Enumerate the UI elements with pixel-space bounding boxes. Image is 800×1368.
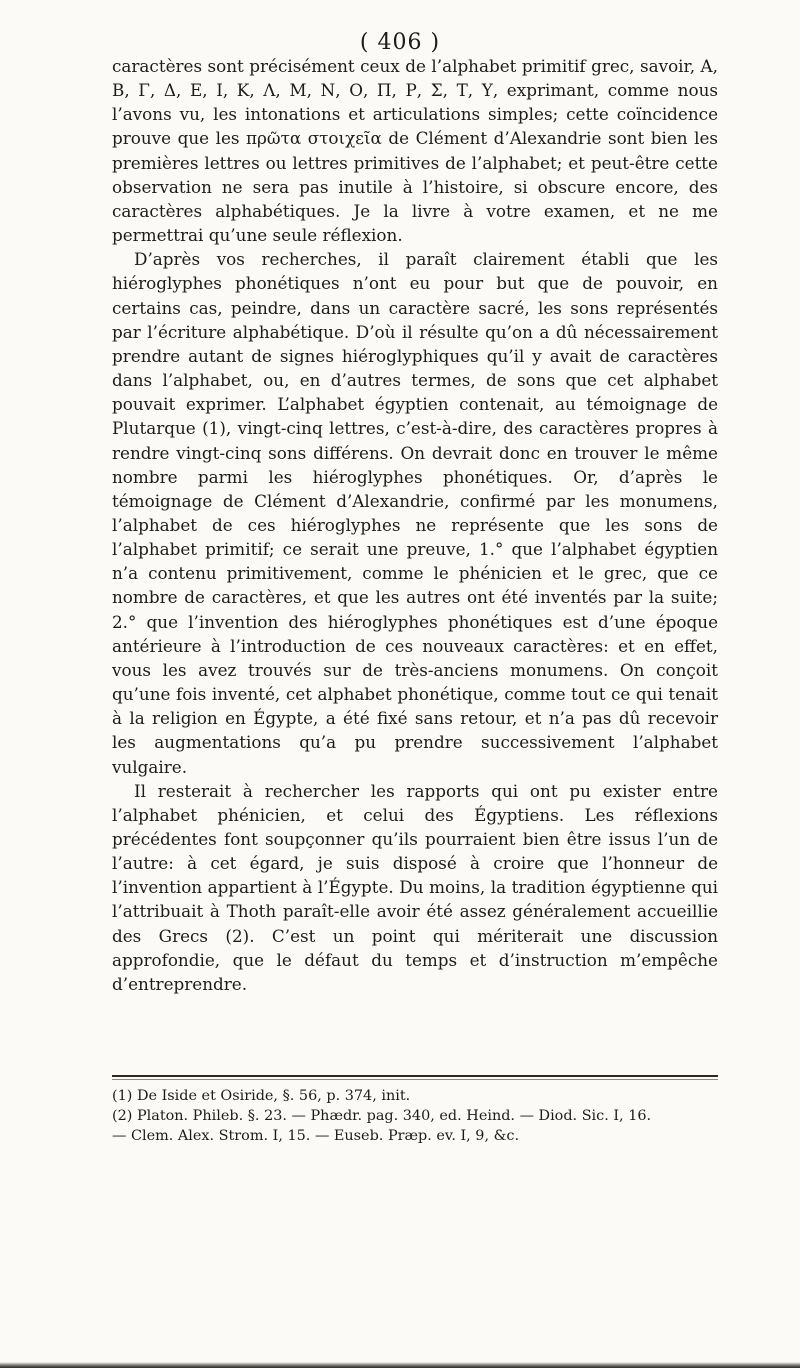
page-number: ( 406 ) [359,30,441,55]
footnote-2: (2) Platon. Phileb. §. 23. — Phædr. pag. 340, ed. Heind. — Diod. Sic. I, 16. [112,1108,652,1124]
page-bottom-edge [0,1362,800,1368]
paragraph-3: Il resterait à rechercher les rapports qui ont pu exister entre l’alphabet phénicien, et celui des Égyptiens. Les réflexions précédentes font soupçonner qu’ils pourraient bien être issus l’un de l’autre: à cet égard, je suis disposé à croire que l’honneur de l’invention appartient à l’Égypte. Du moins, la tradition égyptienne qui l’attribuait à Thoth paraît-elle avoir été assez généralement accueillie des Grecs (2). C’est un point qui mériterait une discussion approfondie, que le défaut du temps et d’instruction m’empêche d’entreprendre. [112,780,718,994]
footnotes [112,1086,718,1146]
footnote-separator [112,1075,718,1077]
body-text [112,54,718,996]
footnote-1: (1) De Iside et Osiride, §. 56, p. 374, init. [112,1088,411,1104]
footnote-2-continued: — Clem. Alex. Strom. I, 15. — Euseb. Præp. ev. I, 9, &c. [112,1128,520,1144]
paragraph-1: caractères sont précisément ceux de l’alphabet primitif grec, savoir, Α, Β, Γ, Δ, Ε, Ι, Κ, Λ, Μ, Ν, Ο, Π, Ρ, Σ, Τ, Υ, exprimant, comme nous l’avons vu, les intonations et articulations simples; cette coïncidence prouve que les πρῶτα στοιχεῖα de Clément d’Alexandrie sont bien les premières lettres ou lettres primitives de l’alphabet; et peut-être cette observation ne sera pas inutile à l’histoire, si obscure encore, des caractères alphabétiques. Je la livre à votre examen, et ne me permettrai qu’une seule réflexion. [112,56,718,246]
paragraph-2: D’après vos recherches, il paraît clairement établi que les hiéroglyphes phonétiques n’ont eu pour but que de pouvoir, en certains cas, peindre, dans un caractère sacré, les sons représentés par l’écriture alphabétique. D’où il résulte qu’on a dû nécessairement prendre autant de signes hiéroglyphiques qu’il y avait de caractères dans l’alphabet, ou, en d’autres termes, de sons que cet alphabet pouvait exprimer. L’alphabet égyptien contenait, au témoignage de Plutarque (1), vingt-cinq lettres, c’est-à-dire, des caractères propres à rendre vingt-cinq sons différens. On devrait donc en trouver le même nombre parmi les hiéroglyphes phonétiques. Or, d’après le témoignage de Clément d’Alexandrie, confirmé par les monumens, l’alphabet de ces hiéroglyphes ne représente que les sons de l’alphabet primitif; ce serait une preuve, 1.° que l’alphabet égyptien n’a contenu primitivement, comme le phénicien et le grec, que ce nombre de caractères, et que les autres ont été inventés par la suite; 2.° que l’invention des hiéroglyphes phonétiques est d’une époque antérieure à l’introduction de ces nouveaux caractères: et en effet, vous les avez trouvés sur de très-anciens monumens. On conçoit qu’une fois inventé, cet alphabet phonétique, comme tout ce qui tenait à la religion en Égypte, a été fixé sans retour, et n’a pas dû recevoir les augmentations qu’a pu prendre successivement l’alphabet vulgaire. [112,249,718,777]
